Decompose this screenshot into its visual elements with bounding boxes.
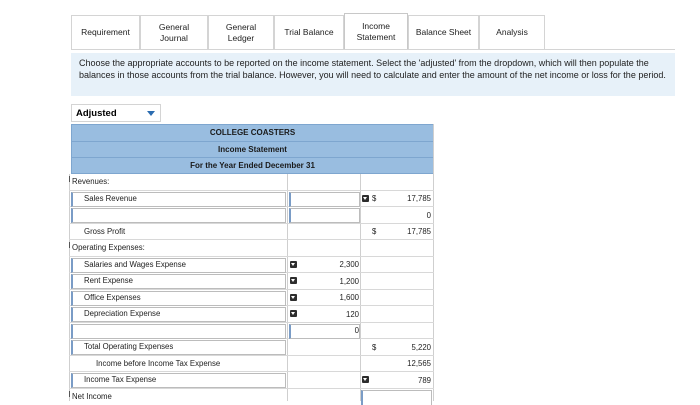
row-income-before-tax xyxy=(69,356,434,373)
row-depreciation-expense xyxy=(69,306,434,323)
income-before-tax-amount: 12,565 xyxy=(407,359,431,368)
tab-label: Income Statement xyxy=(353,21,399,43)
row-office-expenses xyxy=(69,290,434,307)
section-label-revenues: Revenues: xyxy=(72,177,109,186)
row-rent-expense xyxy=(69,273,434,290)
tab-label: Trial Balance xyxy=(284,27,333,38)
total-operating-amount: 5,220 xyxy=(411,343,431,352)
tab-balance-sheet[interactable] xyxy=(408,15,479,49)
row-revenue-blank xyxy=(69,207,434,224)
dropdown-icon[interactable] xyxy=(290,310,297,317)
row-total-operating-expenses xyxy=(69,339,434,356)
income-before-tax-label: Income before Income Tax Expense xyxy=(96,359,220,368)
statement-title: Income Statement xyxy=(72,145,433,154)
instructions-panel xyxy=(71,53,675,96)
amount-input[interactable] xyxy=(289,192,360,207)
dropdown-icon[interactable] xyxy=(290,277,297,284)
row-net-income xyxy=(69,389,434,405)
rent-amount: 1,200 xyxy=(339,277,359,286)
tab-label: Analysis xyxy=(496,27,528,38)
chevron-down-icon[interactable] xyxy=(147,111,155,116)
dropdown-icon[interactable] xyxy=(290,294,297,301)
tab-label: General Ledger xyxy=(221,22,261,44)
tab-label: Requirement xyxy=(81,27,130,38)
account-label: Sales Revenue xyxy=(84,194,137,203)
currency-symbol: $ xyxy=(372,194,376,203)
dropdown-icon[interactable] xyxy=(362,376,369,383)
row-expense-blank xyxy=(69,323,434,340)
blank-revenue-amount: 0 xyxy=(427,211,431,220)
row-gross-profit xyxy=(69,224,434,241)
row-salaries-expense xyxy=(69,257,434,274)
tab-analysis[interactable] xyxy=(479,15,545,49)
sales-revenue-amount: 17,785 xyxy=(407,194,431,203)
tab-general-journal[interactable] xyxy=(140,15,208,49)
currency-symbol: $ xyxy=(372,227,376,236)
tab-divider xyxy=(71,49,675,50)
tab-trial-balance[interactable] xyxy=(274,15,344,49)
gross-profit-label: Gross Profit xyxy=(84,227,125,236)
row-sales-revenue xyxy=(69,191,434,208)
depreciation-amount: 120 xyxy=(346,310,359,319)
dropdown-icon[interactable] xyxy=(290,261,297,268)
account-label: Income Tax Expense xyxy=(84,375,156,384)
amount-input[interactable] xyxy=(289,208,360,223)
office-amount: 1,600 xyxy=(339,293,359,302)
account-label: Depreciation Expense xyxy=(84,309,160,318)
currency-symbol: $ xyxy=(372,343,376,352)
salaries-amount: 2,300 xyxy=(339,260,359,269)
dropdown-selected-value: Adjusted xyxy=(76,108,117,119)
statement-period: For the Year Ended December 31 xyxy=(72,161,433,170)
tab-general-ledger[interactable] xyxy=(208,15,274,49)
tab-label: General Journal xyxy=(154,22,194,44)
dropdown-icon[interactable] xyxy=(362,195,369,202)
amount-input[interactable] xyxy=(289,324,360,339)
tab-requirement[interactable] xyxy=(71,15,140,49)
row-revenues-header xyxy=(69,174,434,191)
statement-header xyxy=(71,124,434,174)
instructions-text: Choose the appropriate accounts to be reported on the income statement. Select the 'adjusted' from the dropdown, which will then populate the balances in those accounts from the trial balance. However, you will need to calculate and enter the amount of the net income or loss for the period. xyxy=(79,58,666,80)
income-tax-amount: 789 xyxy=(418,376,431,385)
gross-profit-amount: 17,785 xyxy=(407,227,431,236)
account-input-blank[interactable] xyxy=(71,324,286,339)
company-name: COLLEGE COASTERS xyxy=(72,128,433,137)
account-label: Total Operating Expenses xyxy=(84,342,173,351)
tab-label: Balance Sheet xyxy=(416,27,471,38)
account-input-blank[interactable] xyxy=(71,208,286,223)
net-income-input[interactable] xyxy=(361,390,432,405)
tab-income-statement[interactable] xyxy=(344,13,408,50)
account-label: Rent Expense xyxy=(84,276,133,285)
row-income-tax-expense xyxy=(69,372,434,389)
account-label: Office Expenses xyxy=(84,293,141,302)
blank-expense-amount: 0 xyxy=(355,326,359,335)
row-operating-expenses-header xyxy=(69,240,434,257)
balance-type-dropdown[interactable] xyxy=(71,104,161,122)
account-label: Salaries and Wages Expense xyxy=(84,260,186,269)
section-label-operating-expenses: Operating Expenses: xyxy=(72,243,145,252)
net-income-label: Net Income xyxy=(72,392,112,401)
